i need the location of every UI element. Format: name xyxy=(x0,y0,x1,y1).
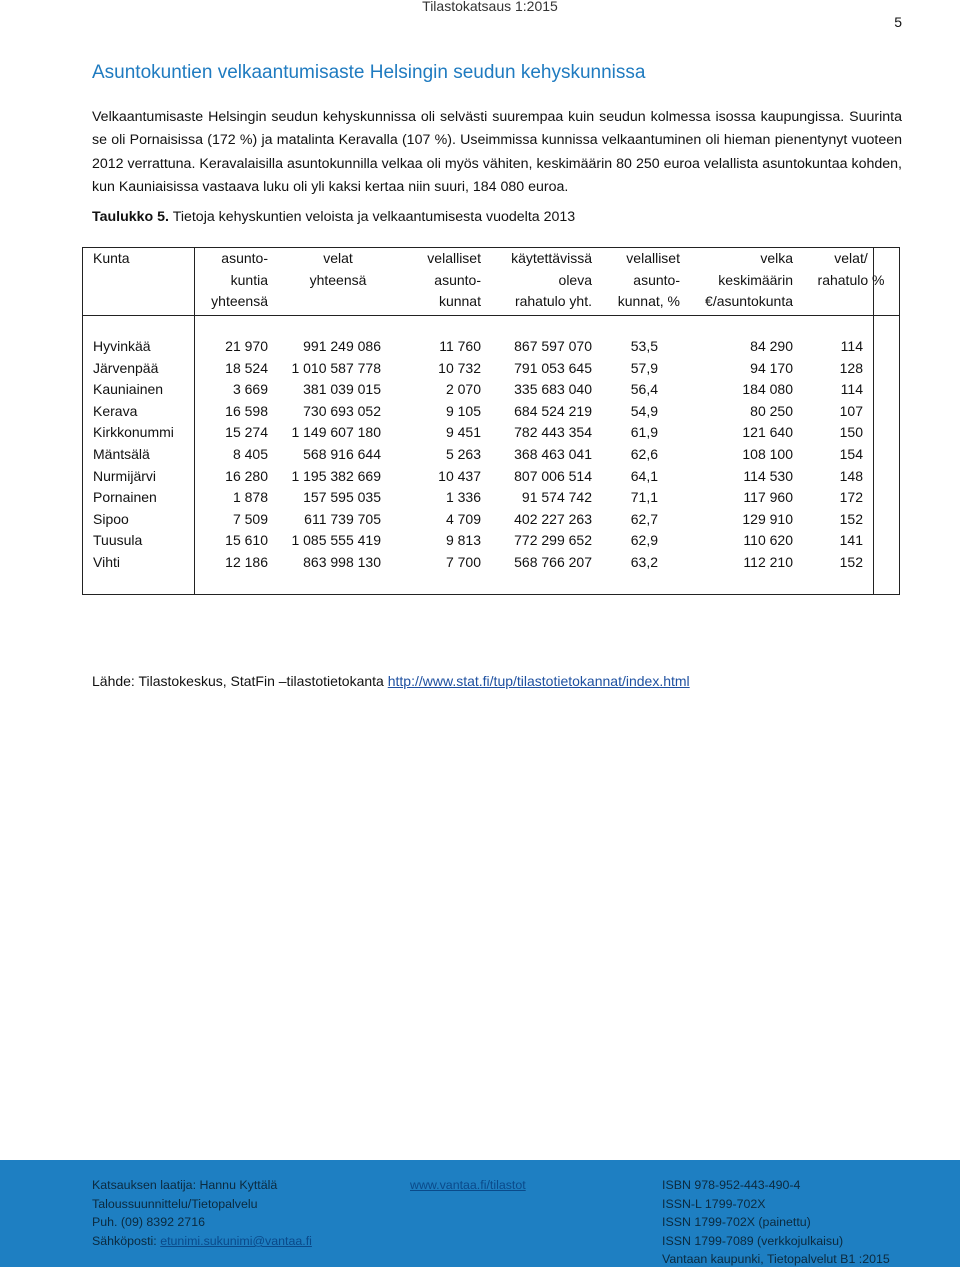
table-cell: 94 170 xyxy=(750,359,793,376)
section-title: Asuntokuntien velkaantumisaste Helsingin seudun kehyskunnissa xyxy=(92,62,646,83)
table-cell: 62,9 xyxy=(630,532,658,549)
table-header-cell: rahatulo % xyxy=(817,271,885,288)
table-cell: 684 524 219 xyxy=(514,402,592,419)
footer-issn-l: ISSN-L 1799-702X xyxy=(662,1197,766,1211)
table-cell: 1 149 607 180 xyxy=(291,424,381,441)
table-cell: 18 524 xyxy=(225,359,268,376)
table-cell: 9 813 xyxy=(445,532,481,549)
table-row-label: Kerava xyxy=(93,402,138,419)
table-header-cell: kunnat, % xyxy=(617,293,680,309)
table-row-label: Mäntsälä xyxy=(93,446,150,462)
table-cell: 150 xyxy=(839,424,863,441)
table-header-cell: velalliset xyxy=(427,250,481,266)
table-cell: 53,5 xyxy=(630,338,658,354)
table-caption-text: Tietoja kehyskuntien veloista ja velkaantumisesta vuodelta 2013 xyxy=(172,209,576,225)
footer-email-label: Sähköposti: xyxy=(92,1234,161,1248)
table-cell: 57,9 xyxy=(630,359,658,376)
table-cell: 128 xyxy=(839,359,863,376)
table-cell: 611 739 705 xyxy=(304,510,381,527)
table-header-cell: velat/ xyxy=(834,250,868,266)
table-cell: 4 709 xyxy=(445,510,481,527)
source-link[interactable]: http://www.stat.fi/tup/tilastotietokannat/index.html xyxy=(387,673,690,689)
table-header-cell: asunto- xyxy=(633,271,680,288)
table-cell: 110 620 xyxy=(743,532,793,549)
table-header-cell: keskimäärin xyxy=(718,271,793,288)
table-cell: 10 732 xyxy=(438,359,481,376)
table-cell: 80 250 xyxy=(750,402,793,419)
table-header-cell: yhteensä xyxy=(211,293,268,309)
table-row-label: Tuusula xyxy=(93,532,143,549)
table-cell: 154 xyxy=(839,446,863,462)
table-cell: 15 610 xyxy=(225,532,268,549)
table-cell: 5 263 xyxy=(445,446,481,462)
footer-isbn: ISBN 978-952-443-490-4 xyxy=(662,1178,801,1192)
table-cell: 112 210 xyxy=(743,554,793,570)
table-cell: 63,2 xyxy=(630,554,658,570)
table-cell: 7 700 xyxy=(445,554,481,570)
body-text: Velkaantumisaste Helsingin seudun kehyskunnissa oli selvästi suurempaa kuin seudun kolmessa isossa kaupungissa. Suurinta se oli Pornaisissa (172 %) ja matalinta Keravalla (107 %). Useimmissa kunnissa velkaantuminen oli hieman pienentynyt vuoteen 2012 verrattuna. Keravalaisilla asuntokunnilla velkaa oli myös vähiten, keskimäärin 80 250 euroa velallista asuntokuntaa kohden, kun Kauniaisissa vastaava luku oli yli kaksi kertaa niin suuri, 184 080 euroa. xyxy=(92,109,902,196)
table-cell: 129 910 xyxy=(742,510,793,527)
table-cell: 54,9 xyxy=(630,402,658,419)
publication-title: Tilastokatsaus 1:2015 xyxy=(422,0,558,14)
table-cell: 71,1 xyxy=(630,489,658,506)
footer-author: Katsauksen laatija: Hannu Kyttälä xyxy=(92,1178,278,1192)
table-cell: 157 595 035 xyxy=(303,489,381,506)
table-cell: 62,6 xyxy=(630,446,658,462)
table-cell: 152 xyxy=(839,554,863,570)
table-header-cell: yhteensä xyxy=(309,271,367,288)
table-cell: 3 669 xyxy=(232,381,268,398)
table-divider xyxy=(873,248,874,595)
table-cell: 64,1 xyxy=(630,467,658,484)
table-cell: 114 xyxy=(840,338,863,354)
table-cell: 9 105 xyxy=(445,402,481,419)
table-cell: 141 xyxy=(839,532,863,549)
page-number: 5 xyxy=(894,14,902,30)
table-header-cell: kunnat xyxy=(438,293,481,309)
table-cell: 61,9 xyxy=(630,424,658,441)
table-cell: 772 299 652 xyxy=(514,532,592,549)
table-cell: 9 451 xyxy=(445,424,481,441)
footer-email xyxy=(92,1234,312,1248)
table-cell: 2 070 xyxy=(445,381,481,398)
table-cell: 335 683 040 xyxy=(514,381,592,398)
table-cell: 62,7 xyxy=(630,510,658,527)
table-cell: 402 227 263 xyxy=(514,510,592,527)
table-cell: 172 xyxy=(839,489,863,506)
table-cell: 1 085 555 419 xyxy=(291,532,381,549)
table-row-label: Kirkkonummi xyxy=(93,424,174,441)
table-cell: 184 080 xyxy=(742,381,793,398)
table-cell: 107 xyxy=(839,402,863,419)
table-cell: 8 405 xyxy=(232,446,268,462)
table-cell: 1 195 382 669 xyxy=(291,467,381,484)
table-row-label: Hyvinkää xyxy=(93,338,151,354)
table-cell: 117 960 xyxy=(743,489,793,506)
table-caption xyxy=(92,209,575,225)
table-header-cell: velalliset xyxy=(626,250,680,266)
table-cell: 1 336 xyxy=(445,489,481,506)
table-cell: 7 509 xyxy=(232,510,268,527)
footer-department: Taloussuunnittelu/Tietopalvelu xyxy=(92,1197,258,1211)
table-cell: 381 039 015 xyxy=(303,381,381,398)
table-cell: 21 970 xyxy=(225,338,268,354)
table-cell: 863 998 130 xyxy=(303,554,381,570)
table-cell: 16 280 xyxy=(225,467,268,484)
footer-issn-web: ISSN 1799-7089 (verkkojulkaisu) xyxy=(662,1234,844,1248)
table-header-cell: kuntia xyxy=(230,271,268,288)
table-header-cell: rahatulo yht. xyxy=(514,293,592,309)
table-cell: 867 597 070 xyxy=(514,338,592,354)
table-header-cell: velka xyxy=(760,250,793,266)
table-cell: 1 878 xyxy=(232,489,268,506)
table-cell: 108 100 xyxy=(742,446,793,462)
table-cell: 148 xyxy=(839,467,863,484)
table-cell: 15 274 xyxy=(225,424,268,441)
footer-phone: Puh. (09) 8392 2716 xyxy=(92,1215,205,1229)
source-prefix: Lähde: Tilastokeskus, StatFin –tilastotietokanta xyxy=(92,673,388,689)
table-cell: 368 463 041 xyxy=(514,446,592,462)
table-cell: 16 598 xyxy=(225,402,268,419)
table-cell: 12 186 xyxy=(225,554,268,570)
table-cell: 56,4 xyxy=(630,381,658,398)
table-header-cell: asunto- xyxy=(221,250,268,266)
table-row-label: Nurmijärvi xyxy=(93,467,156,484)
table-cell: 114 530 xyxy=(743,467,793,484)
table-cell: 568 916 644 xyxy=(303,446,381,462)
table-cell: 91 574 742 xyxy=(521,489,592,506)
table-cell: 114 xyxy=(840,381,863,398)
body-paragraph xyxy=(92,106,902,200)
footer xyxy=(0,1160,960,1267)
table-cell: 791 053 645 xyxy=(514,359,592,376)
table-header-cell: velat xyxy=(323,250,353,266)
footer-issn-print: ISSN 1799-702X (painettu) xyxy=(662,1215,811,1229)
footer-website-link[interactable]: www.vantaa.fi/tilastot xyxy=(410,1178,526,1192)
table-cell: 11 760 xyxy=(439,338,481,354)
table-cell: 121 640 xyxy=(742,424,793,441)
table-header-cell: Kunta xyxy=(93,250,130,266)
table-cell: 782 443 354 xyxy=(514,424,592,441)
table-row-label: Järvenpää xyxy=(93,359,159,376)
table-header-cell: oleva xyxy=(558,271,592,288)
table-cell: 991 249 086 xyxy=(303,338,381,354)
table-header-divider xyxy=(83,315,900,316)
table-cell: 807 006 514 xyxy=(514,467,592,484)
table-header-cell: €/asuntokunta xyxy=(705,293,793,309)
footer-series: Vantaan kaupunki, Tietopalvelut B1 :2015 xyxy=(662,1252,890,1266)
table-cell: 730 693 052 xyxy=(303,402,381,419)
table-cell: 84 290 xyxy=(750,338,793,354)
data-table xyxy=(82,247,900,595)
footer-email-link[interactable]: etunimi.sukunimi@vantaa.fi xyxy=(160,1234,312,1248)
source-note xyxy=(92,673,690,689)
table-row-label: Pornainen xyxy=(93,489,157,506)
table-cell: 152 xyxy=(839,510,863,527)
table-cell: 568 766 207 xyxy=(514,554,592,570)
table-row-label: Kauniainen xyxy=(93,381,164,398)
table-header-cell: käytettävissä xyxy=(511,250,592,266)
table-header-cell: asunto- xyxy=(434,271,481,288)
table-cell: 1 010 587 778 xyxy=(291,359,381,376)
table-row-label: Sipoo xyxy=(93,510,129,527)
footer-website xyxy=(410,1178,526,1192)
table-caption-label: Taulukko 5. xyxy=(92,209,169,225)
table-cell: 10 437 xyxy=(438,467,481,484)
table-row-label: Vihti xyxy=(93,554,120,570)
